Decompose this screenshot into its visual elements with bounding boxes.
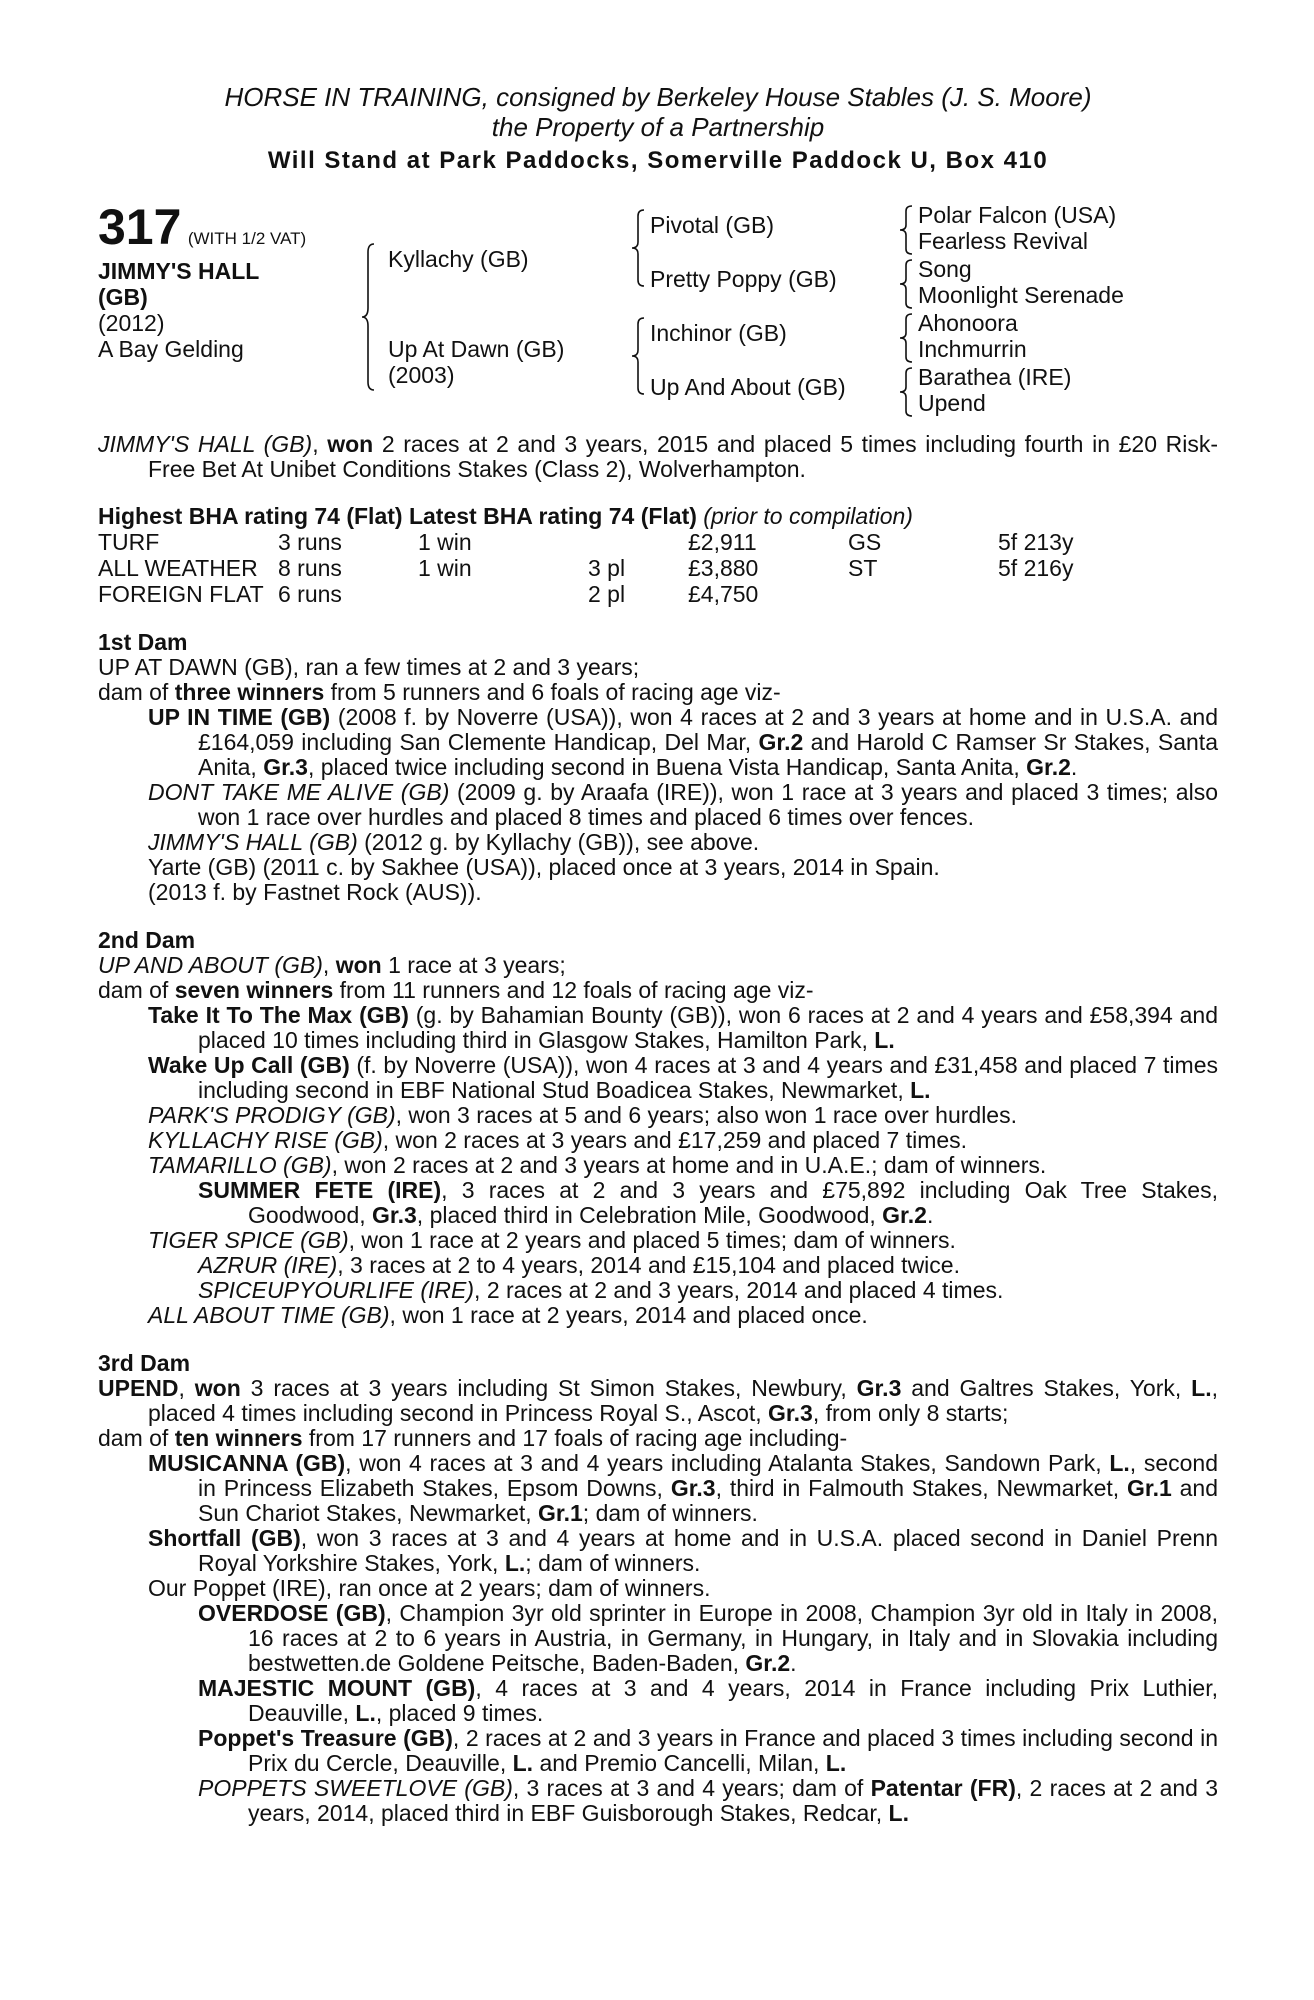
produce-up-in-time: UP IN TIME (GB) (2008 f. by Noverre (USA)), won 4 races at 2 and 3 years at home and in U.S.A. and £164,059 including San Clemente Handicap, Del Mar, Gr.2 and Harold C Ramser Sr Stakes, Santa Anita, Gr.3, placed twice including second in Buena Vista Handicap, Santa Anita, Gr.2. <box>148 704 1218 780</box>
sire: Kyllachy (GB) <box>388 246 529 272</box>
first-dam-line: UP AT DAWN (GB), ran a few times at 2 and 3 years; <box>98 654 640 680</box>
horse-description: A Bay Gelding <box>98 336 244 362</box>
g-bracket-3 <box>898 312 914 364</box>
record-surface: FOREIGN FLAT <box>98 581 264 607</box>
third-dam-produce: dam of ten winners from 17 runners and 17 foals of racing age including- <box>98 1425 848 1451</box>
record-runs: 6 runs <box>278 581 342 607</box>
g-polar-falcon: Polar Falcon (USA) <box>918 202 1117 228</box>
produce-poppets-sweetlove: POPPETS SWEETLOVE (GB), 3 races at 3 and 4 years; dam of Patentar (FR), 2 races at 2 and 3 years, 2014, placed third in EBF Guisborough Stakes, Redcar, L. <box>198 1775 1218 1826</box>
produce-kyllachy-rise: KYLLACHY RISE (GB), won 2 races at 3 years and £17,259 and placed 7 times. <box>148 1127 968 1153</box>
sire-line-bracket <box>630 208 646 288</box>
record-going: ST <box>848 555 878 581</box>
second-dam-line: UP AND ABOUT (GB), won 1 race at 3 years; <box>98 952 566 978</box>
g-barathea: Barathea (IRE) <box>918 364 1072 390</box>
produce-tiger-spice: TIGER SPICE (GB), won 1 race at 2 years and placed 5 times; dam of winners. <box>148 1227 956 1253</box>
produce-parks-prodigy: PARK'S PRODIGY (GB), won 3 races at 5 and 6 years; also won 1 race over hurdles. <box>148 1102 1017 1128</box>
race-summary: JIMMY'S HALL (GB), won 2 races at 2 and 3 years, 2015 and placed 5 times including fourth in £20 Risk-Free Bet At Unibet Conditions Stakes (Class 2), Wolverhampton. <box>98 431 1218 482</box>
g-ahonoora: Ahonoora <box>918 310 1018 336</box>
horse-country: (GB) <box>98 284 148 310</box>
race-record-table <box>98 529 1118 607</box>
produce-azrur: AZRUR (IRE), 3 races at 2 to 4 years, 2014 and £15,104 and placed twice. <box>198 1252 960 1278</box>
record-row <box>98 529 1118 555</box>
record-runs: 8 runs <box>278 555 342 581</box>
produce-2013-filly: (2013 f. by Fastnet Rock (AUS)). <box>148 879 482 905</box>
record-dist: 5f 216y <box>998 555 1074 581</box>
g-song: Song <box>918 256 972 282</box>
second-dam-heading: 2nd Dam <box>98 927 196 953</box>
record-wins <box>418 581 588 607</box>
produce-overdose: OVERDOSE (GB), Champion 3yr old sprinter in Europe in 2008, Champion 3yr old in Italy in 2008, 16 races at 2 to 6 years in Austria, in Germany, in Hungary, in Italy and in Slovakia including bestwetten.de Goldene Peitsche, Baden-Baden, Gr.2. <box>198 1600 1218 1676</box>
record-prize: £2,911 <box>688 529 757 555</box>
record-prize: £4,750 <box>688 581 759 607</box>
sire-dam: Pretty Poppy (GB) <box>650 266 837 292</box>
pedigree-block <box>98 199 1218 432</box>
consignor-line: HORSE IN TRAINING, consigned by Berkeley House Stables (J. S. Moore) <box>224 82 1092 112</box>
produce-summer-fete: SUMMER FETE (IRE), 3 races at 2 and 3 years and £75,892 including Oak Tree Stakes, Goodwood, Gr.3, placed third in Celebration Mile, Goodwood, Gr.2. <box>198 1177 1218 1228</box>
produce-majestic-mount: MAJESTIC MOUNT (GB), 4 races at 3 and 4 years, 2014 in France including Prix Luthier, Deauville, L., placed 9 times. <box>198 1675 1219 1726</box>
record-placed: 3 pl <box>588 555 626 581</box>
dam-sire: Inchinor (GB) <box>650 320 787 346</box>
produce-dont-take-me-alive: DONT TAKE ME ALIVE (GB) (2009 g. by Araafa (IRE)), won 1 race at 3 years and placed 3 times; also won 1 race over hurdles and placed 8 times and placed 6 times over fences. <box>148 779 1218 830</box>
produce-all-about-time: ALL ABOUT TIME (GB), won 1 race at 2 years, 2014 and placed once. <box>148 1302 868 1328</box>
record-prize: £3,880 <box>688 555 759 581</box>
produce-our-poppet: Our Poppet (IRE), ran once at 2 years; dam of winners. <box>148 1575 711 1601</box>
g-bracket-4 <box>898 366 914 418</box>
produce-jimmys-hall: JIMMY'S HALL (GB) (2012 g. by Kyllachy (GB)), see above. <box>148 829 760 855</box>
stand-location: Will Stand at Park Paddocks, Somerville Paddock U, Box 410 <box>267 147 1049 174</box>
vat-note: (WITH 1/2 VAT) <box>187 229 307 248</box>
record-wins: 1 win <box>418 555 472 581</box>
record-dist <box>998 581 1118 607</box>
sire-sire: Pivotal (GB) <box>650 212 774 238</box>
record-dist: 5f 213y <box>998 529 1074 555</box>
produce-poppets-treasure: Poppet's Treasure (GB), 2 races at 2 and 3 years in France and placed 3 times including second in Prix du Cercle, Deauville, L. and Premio Cancelli, Milan, L. <box>198 1725 1218 1776</box>
record-wins: 1 win <box>418 529 472 555</box>
catalogue-page <box>98 82 1218 1826</box>
produce-shortfall: Shortfall (GB), won 3 races at 3 and 4 years at home and in U.S.A. placed second in Daniel Prenn Royal Yorkshire Stakes, York, L.; dam of winners. <box>148 1525 1218 1576</box>
g-inchmurrin: Inchmurrin <box>918 336 1027 362</box>
g-bracket-2 <box>898 258 914 310</box>
record-runs: 3 runs <box>278 529 342 555</box>
record-going <box>848 581 998 607</box>
record-row <box>98 581 1118 607</box>
third-dam-line: UPEND, won 3 races at 3 years including St Simon Stakes, Newbury, Gr.3 and Galtres Stakes, York, L., placed 4 times including second in Princess Royal S., Ascot, Gr.3, from only 8 starts; <box>98 1375 1218 1426</box>
dam-dam: Up And About (GB) <box>650 374 846 400</box>
produce-yarte: Yarte (GB) (2011 c. by Sakhee (USA)), placed once at 3 years, 2014 in Spain. <box>148 854 940 880</box>
property-line: the Property of a Partnership <box>491 112 825 142</box>
record-row <box>98 555 1118 581</box>
g-bracket-1 <box>898 204 914 256</box>
sire-dam-bracket <box>360 242 376 392</box>
catalogue-body <box>98 432 1218 1826</box>
record-surface: ALL WEATHER <box>98 555 258 581</box>
ratings-heading: Highest BHA rating 74 (Flat) Latest BHA rating 74 (Flat) (prior to compilation) <box>98 503 913 529</box>
first-dam-produce: dam of three winners from 5 runners and 6 foals of racing age viz- <box>98 679 781 705</box>
second-dam-produce: dam of seven winners from 11 runners and 12 foals of racing age viz- <box>98 977 814 1003</box>
horse-name: JIMMY'S HALL <box>98 258 260 284</box>
first-dam-heading: 1st Dam <box>98 629 188 655</box>
produce-wake-up-call: Wake Up Call (GB) (f. by Noverre (USA)), won 4 races at 3 and 4 years and £31,458 and placed 7 times including second in EBF National Stud Boadicea Stakes, Newmarket, L. <box>148 1052 1218 1103</box>
produce-take-it-to-the-max: Take It To The Max (GB) (g. by Bahamian Bounty (GB)), won 6 races at 2 and 4 years and £58,394 and placed 10 times including third in Glasgow Stakes, Hamilton Park, L. <box>148 1002 1218 1053</box>
produce-tamarillo: TAMARILLO (GB), won 2 races at 2 and 3 years at home and in U.A.E.; dam of winners. <box>148 1152 1047 1178</box>
third-dam-heading: 3rd Dam <box>98 1350 191 1376</box>
record-placed: 2 pl <box>588 581 626 607</box>
dam-year: (2003) <box>388 362 455 388</box>
lot-number: 317 <box>98 199 182 255</box>
record-surface: TURF <box>98 529 160 555</box>
g-fearless-revival: Fearless Revival <box>918 228 1088 254</box>
record-going: GS <box>848 529 882 555</box>
foaling-year: (2012) <box>98 310 165 336</box>
g-upend: Upend <box>918 390 986 416</box>
dam-line-bracket <box>630 316 646 396</box>
produce-spiceupyourlife: SPICEUPYOURLIFE (IRE), 2 races at 2 and 3 years, 2014 and placed 4 times. <box>198 1277 1004 1303</box>
record-placed <box>588 529 688 555</box>
produce-musicanna: MUSICANNA (GB), won 4 races at 3 and 4 years including Atalanta Stakes, Sandown Park, L., second in Princess Elizabeth Stakes, Epsom Downs, Gr.3, third in Falmouth Stakes, Newmarket, Gr.1 and Sun Chariot Stakes, Newmarket, Gr.1; dam of winners. <box>148 1450 1218 1526</box>
lot-number-line <box>98 199 307 255</box>
dam: Up At Dawn (GB) <box>388 336 565 362</box>
g-moonlight-serenade: Moonlight Serenade <box>918 282 1124 308</box>
